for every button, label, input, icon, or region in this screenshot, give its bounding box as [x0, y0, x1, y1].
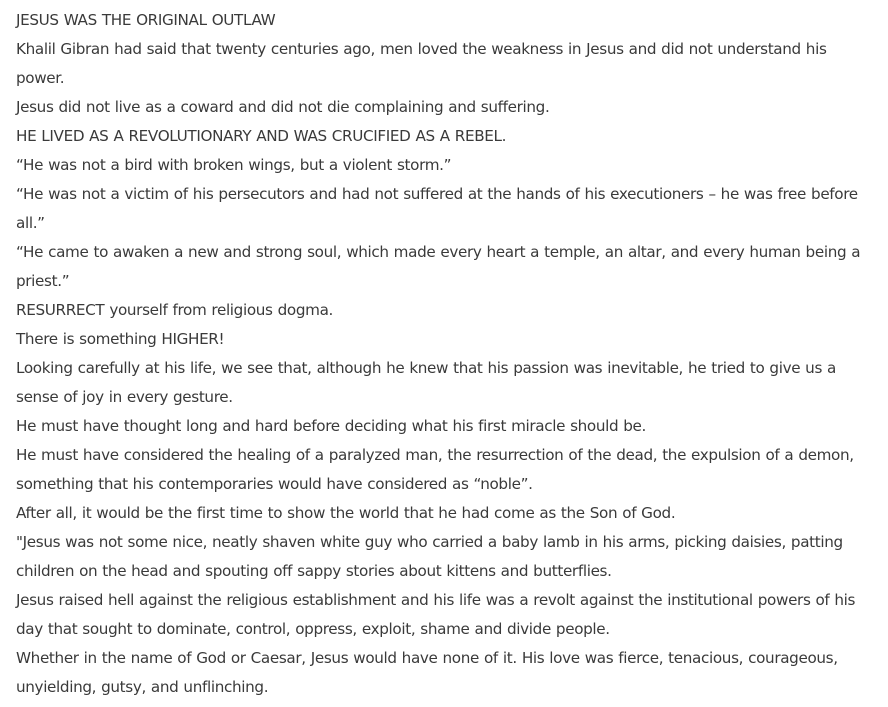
paragraph: Looking carefully at his life, we see that, although he knew that his passion was inevitable, he tried to give us a sense of joy in every gesture.	[16, 359, 836, 406]
paragraph: "Jesus was not some nice, neatly shaven white guy who carried a baby lamb in his arms, picking daisies, patting children on the head and spouting off sappy stories about kittens and butterflies.	[16, 533, 843, 580]
quote-paragraph: “He was not a victim of his persecutors and had not suffered at the hands of his executioners – he was free before all.”	[16, 185, 858, 232]
paragraph: Khalil Gibran had said that twenty centuries ago, men loved the weakness in Jesus and did not understand his power.	[16, 40, 827, 87]
paragraph: Whether in the name of God or Caesar, Jesus would have none of it. His love was fierce, tenacious, courageous, unyielding, gutsy, and unflinching.	[16, 649, 838, 696]
paragraph: He must have considered the healing of a paralyzed man, the resurrection of the dead, the expulsion of a demon, something that his contemporaries would have considered as “noble”.	[16, 446, 854, 493]
quote-paragraph: “He was not a bird with broken wings, but a violent storm.”	[16, 156, 452, 174]
article-body	[16, 6, 878, 702]
paragraph: RESURRECT yourself from religious dogma.	[16, 301, 334, 319]
paragraph: There is something HIGHER!	[16, 330, 225, 348]
article-title: JESUS WAS THE ORIGINAL OUTLAW	[16, 11, 276, 29]
quote-paragraph: “He came to awaken a new and strong soul, which made every heart a temple, an altar, and every human being a priest.”	[16, 243, 861, 290]
paragraph: After all, it would be the first time to show the world that he had come as the Son of God.	[16, 504, 676, 522]
paragraph: Jesus did not live as a coward and did not die complaining and suffering.	[16, 98, 550, 116]
paragraph: HE LIVED AS A REVOLUTIONARY AND WAS CRUCIFIED AS A REBEL.	[16, 127, 507, 145]
paragraph: Jesus raised hell against the religious establishment and his life was a revolt against the institutional powers of his day that sought to dominate, control, oppress, exploit, shame and divide people.	[16, 591, 856, 638]
paragraph: He must have thought long and hard before deciding what his first miracle should be.	[16, 417, 647, 435]
